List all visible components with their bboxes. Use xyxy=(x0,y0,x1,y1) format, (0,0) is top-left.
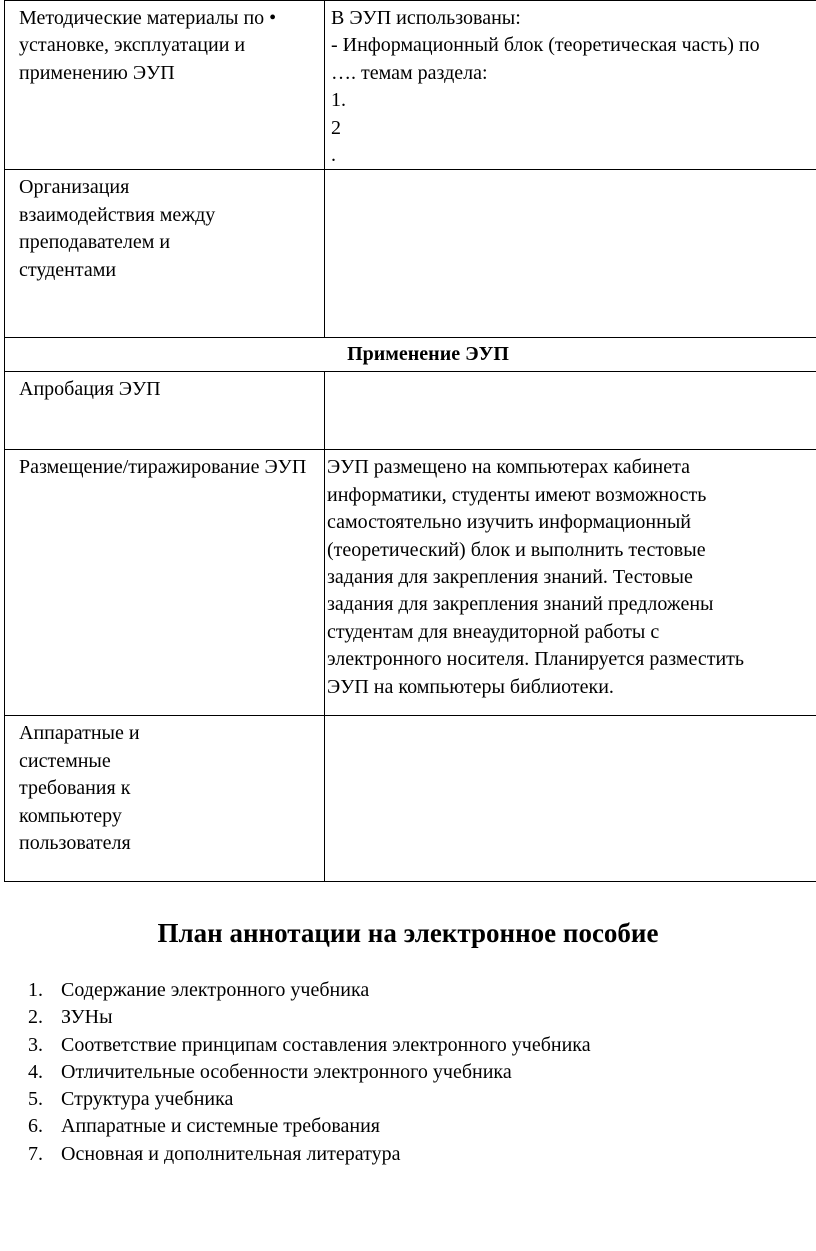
row-value-line: студентам для внеаудиторной работы с xyxy=(327,620,660,643)
row-value-cell xyxy=(325,716,816,882)
row-value-line: задания для закрепления знаний. Тестовые xyxy=(327,566,693,589)
section-header: Применение ЭУП xyxy=(347,343,509,366)
list-item-text: Структура учебника xyxy=(61,1088,234,1111)
section-heading: План аннотации на электронное пособие xyxy=(157,918,659,948)
list-item-text: Отличительные особенности электронного учебника xyxy=(61,1060,512,1083)
list-item-number: 4. xyxy=(28,1060,43,1083)
list-item-number: 1. xyxy=(28,979,43,1001)
row-value-cell xyxy=(325,372,816,450)
list-item-number: 7. xyxy=(28,1142,43,1165)
row-value-line: - Информационный блок (теоретическая часть) по xyxy=(331,34,760,57)
plan-list xyxy=(0,977,591,1168)
row-value-cell xyxy=(325,450,816,716)
row-label: Методические материалы по • установке, эксплуатации и применению ЭУП xyxy=(19,7,277,84)
row-value-line: электронного носителя. Планируется разместить xyxy=(327,648,745,671)
table-row xyxy=(5,450,816,716)
row-value-line: . xyxy=(331,144,336,167)
list-item-number: 6. xyxy=(28,1115,43,1138)
row-value-line: (теоретический) блок и выполнить тестовые xyxy=(327,538,706,561)
list-item xyxy=(28,1086,591,1113)
table-row xyxy=(5,372,816,450)
row-label-cell xyxy=(5,170,325,338)
row-value-line: …. темам раздела: xyxy=(331,61,488,84)
row-label: Размещение/тиражирование ЭУП xyxy=(19,456,307,479)
table-row xyxy=(5,1,816,170)
row-label: Организация взаимодействия между преподавателем и студентами xyxy=(19,176,216,281)
table-row xyxy=(5,338,816,372)
list-item xyxy=(28,1059,591,1086)
row-value-line: ЭУП на компьютеры библиотеки. xyxy=(327,675,614,698)
row-label-cell xyxy=(5,716,325,882)
list-item-number: 5. xyxy=(28,1088,43,1111)
table-row xyxy=(5,716,816,882)
list-item xyxy=(28,1032,591,1059)
list-item xyxy=(28,1113,591,1140)
row-label-cell xyxy=(5,1,325,170)
list-item-text: ЗУНы xyxy=(61,1006,113,1029)
row-value-line: ЭУП размещено на компьютерах кабинета xyxy=(327,456,690,479)
row-value-cell xyxy=(325,170,816,338)
list-item xyxy=(28,1004,591,1031)
list-item-number: 3. xyxy=(28,1033,43,1056)
list-item-text: Аппаратные и системные требования xyxy=(61,1115,380,1138)
row-label: Аппаратные и системные требования к компьютеру пользователя xyxy=(19,722,140,855)
eup-description-table xyxy=(4,0,816,882)
list-item xyxy=(28,1141,591,1168)
list-item-text: Содержание электронного учебника xyxy=(61,979,370,1001)
list-item xyxy=(28,977,591,1004)
row-value-cell xyxy=(325,1,816,170)
row-label-cell xyxy=(5,450,325,716)
list-item-number: 2. xyxy=(28,1006,43,1029)
row-value-line: задания для закрепления знаний предложены xyxy=(327,593,714,616)
row-label: Апробация ЭУП xyxy=(19,378,161,401)
row-label-cell xyxy=(5,372,325,450)
row-value-line: информатики, студенты имеют возможность xyxy=(327,483,707,506)
row-value-line: самостоятельно изучить информационный xyxy=(327,511,691,534)
list-item-text: Соответствие принципам составления электронного учебника xyxy=(61,1033,591,1056)
row-value-line: 2 xyxy=(331,116,341,139)
row-value-line: 1. xyxy=(331,89,346,112)
section-header-cell xyxy=(5,338,816,372)
table-row xyxy=(5,170,816,338)
list-item-text: Основная и дополнительная литература xyxy=(61,1142,401,1165)
row-value-line: В ЭУП использованы: xyxy=(331,7,521,29)
